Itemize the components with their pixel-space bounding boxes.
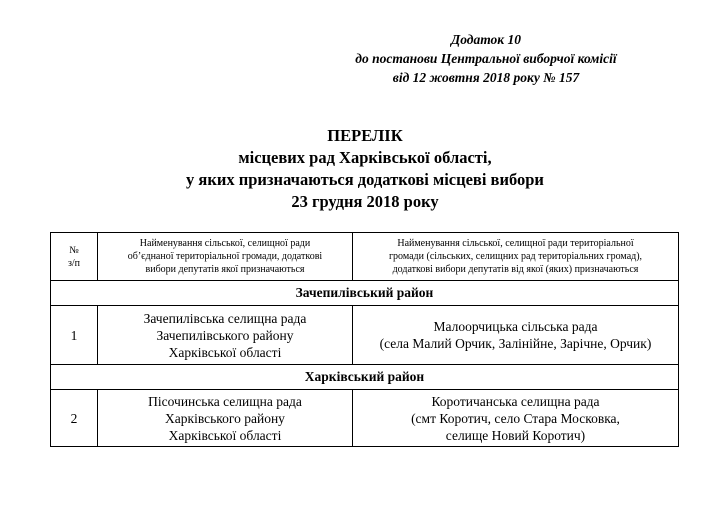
table-row [51,390,679,447]
district-row [51,365,679,390]
council-name: Пісочинська селищна рада Харківського району Харківської області [98,390,353,447]
appendix-resolution: до постанови Центральної виборчої комісії [355,51,617,66]
document-title [0,125,706,213]
community-name: Малоорчицька сільська рада (села Малий Орчик, Залінійне, Зарічне, Орчик) [353,306,679,365]
appendix-date: від 12 жовтня 2018 року № 157 [392,70,580,85]
district-name: Харківський район [51,365,679,390]
district-row [51,281,679,306]
row-number: 1 [51,306,98,365]
council-name: Зачепилівська селищна рада Зачепилівського району Харківської області [98,306,353,365]
district-name: Зачепилівський район [51,281,679,306]
table-row [51,306,679,365]
appendix-header [306,30,666,87]
header-council: Найменування сільської, селищної ради об’єднаної територіальної громади, додаткові вибори депутатів якої призначаються [98,233,353,281]
councils-table [50,232,679,447]
title-election-date: 23 грудня 2018 року [291,192,439,211]
appendix-number: Додаток 10 [450,32,522,47]
table-header-row [51,233,679,281]
header-community: Найменування сільської, селищної ради територіальної громади (сільських, селищних рад територіальних громад), додаткові вибори депутатів від якої (яких) призначаються [353,233,679,281]
header-number: № з/п [51,233,98,281]
title-subject: місцевих рад Харківської області, [238,148,492,167]
community-name: Коротичанська селищна рада (смт Коротич, село Стара Московка, селище Новий Коротич) [353,390,679,447]
title-heading: ПЕРЕЛІК [327,126,403,145]
row-number: 2 [51,390,98,447]
title-description: у яких призначаються додаткові місцеві вибори [186,170,544,189]
